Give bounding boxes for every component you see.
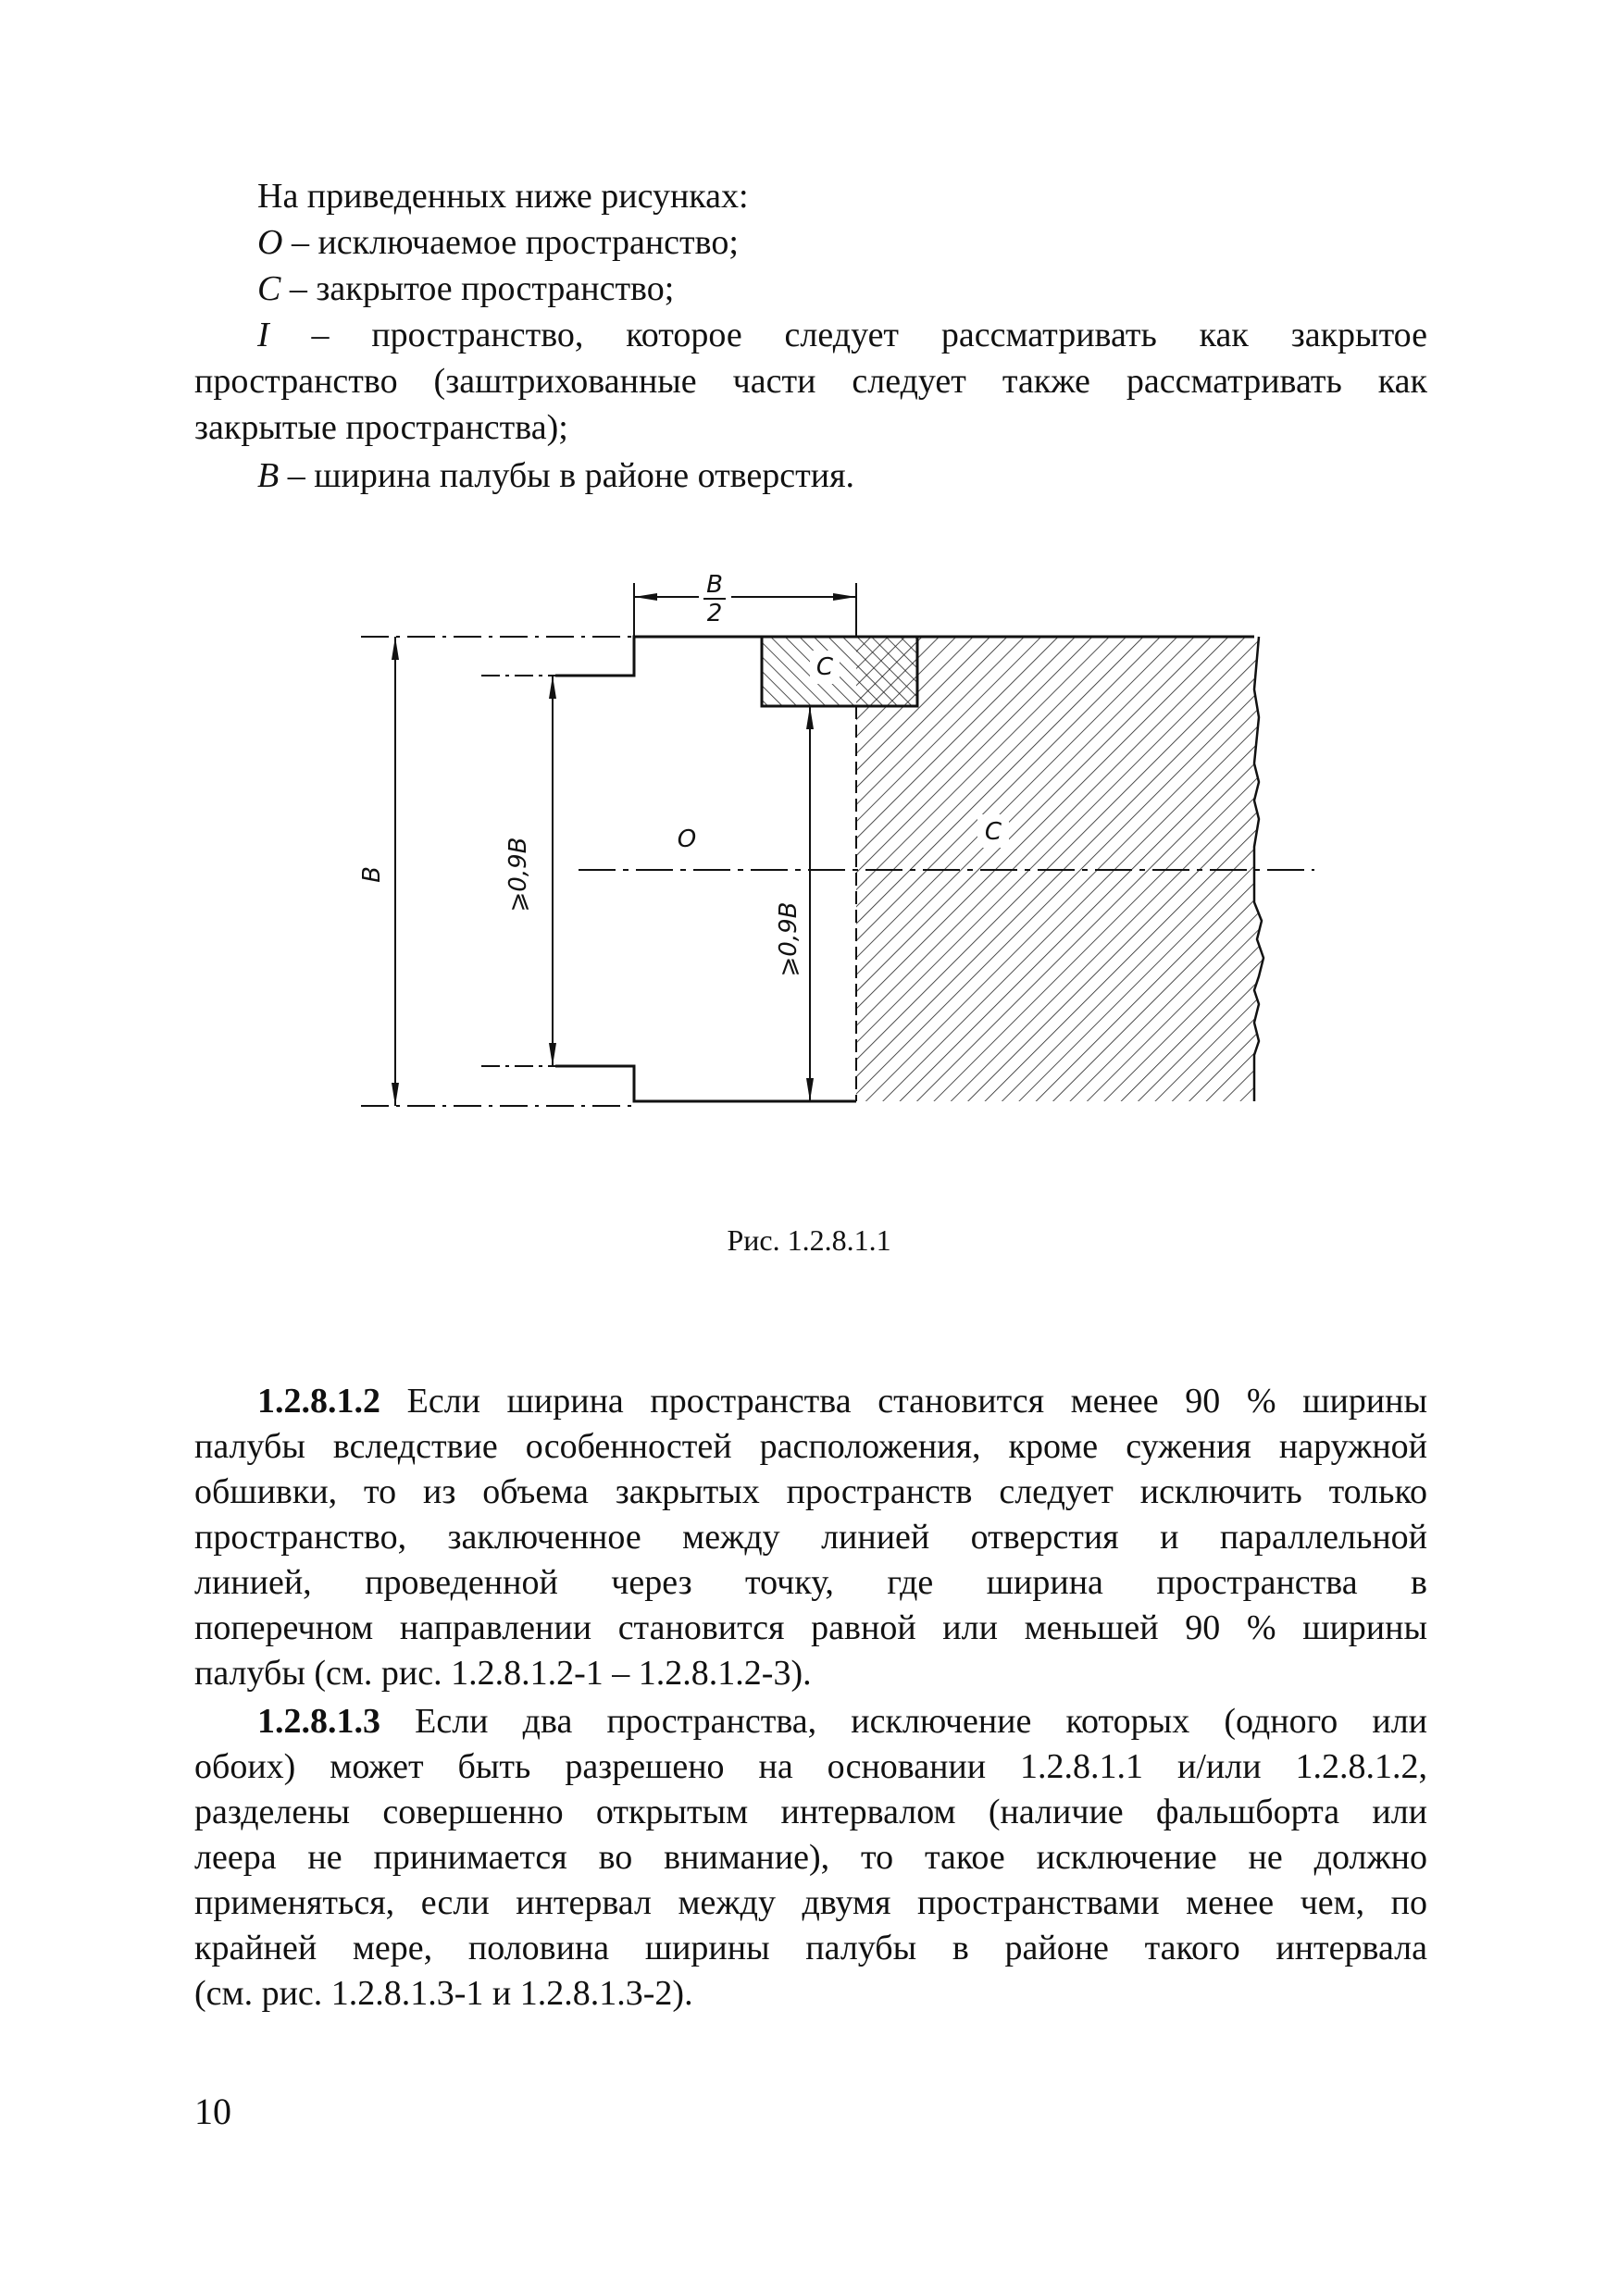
legend-intro: На приведенных ниже рисунках: bbox=[257, 177, 749, 216]
legend-c-symbol: C bbox=[257, 269, 281, 308]
half-width-denominator: 2 bbox=[706, 600, 723, 627]
deck-opening-figure bbox=[342, 569, 1324, 1143]
para-number: 1.2.8.1.2 bbox=[257, 1382, 380, 1421]
legend-c-text: – закрытое пространство; bbox=[280, 269, 675, 308]
label-c-large: C bbox=[984, 818, 1002, 846]
page-number: 10 bbox=[194, 2091, 231, 2132]
legend-b-text: – ширина палубы в районе отверстия. bbox=[279, 456, 855, 495]
dimension-right-label: ⩾0,9B bbox=[775, 901, 803, 977]
para-text: Если два пространства, исключение которых (одного или bbox=[380, 1702, 1427, 1741]
para-1-2-8-1-3-line-5: применяться, если интервал между двумя пространствами менее чем, по bbox=[194, 1883, 1427, 1922]
width-label: B bbox=[358, 866, 386, 883]
legend-i-line-1 bbox=[257, 313, 1427, 358]
para-1-2-8-1-2-line-6: поперечном направлении становится равной или меньшей 90 % ширины bbox=[194, 1608, 1427, 1647]
para-1-2-8-1-3-line-1 bbox=[257, 1699, 1427, 1744]
dimension-left-label: ⩾0,9B bbox=[504, 837, 532, 912]
para-1-2-8-1-2-line-7: палубы (см. рис. 1.2.8.1.2-1 – 1.2.8.1.2-3). bbox=[194, 1654, 812, 1693]
legend-i-symbol: I bbox=[257, 316, 269, 354]
para-1-2-8-1-2-line-3: обшивки, то из объема закрытых пространств следует исключить только bbox=[194, 1472, 1427, 1511]
para-1-2-8-1-3-line-2: обоих) может быть разрешено на основании 1.2.8.1.1 и/или 1.2.8.1.2, bbox=[194, 1747, 1427, 1786]
para-1-2-8-1-3-line-3: разделены совершенно открытым интервалом (наличие фальшборта или bbox=[194, 1793, 1427, 1831]
para-1-2-8-1-3-line-7: (см. рис. 1.2.8.1.3-1 и 1.2.8.1.3-2). bbox=[194, 1974, 693, 2013]
para-1-2-8-1-2-line-2: палубы вследствие особенностей расположения, кроме сужения наружной bbox=[194, 1427, 1427, 1466]
legend-i-line-3: закрытые пространства); bbox=[194, 408, 568, 447]
legend-i-text: – пространство, которое следует рассматривать как закрытое bbox=[268, 316, 1427, 354]
legend-o-text: – исключаемое пространство; bbox=[282, 223, 739, 262]
para-1-2-8-1-3-line-4: леера не принимается во внимание), то такое исключение не должно bbox=[194, 1838, 1427, 1877]
half-width-numerator: B bbox=[706, 571, 723, 599]
legend-o bbox=[257, 220, 739, 265]
legend-b bbox=[257, 453, 854, 498]
para-text: Если ширина пространства становится менее 90 % ширины bbox=[380, 1382, 1427, 1421]
para-1-2-8-1-2-line-4: пространство, заключенное между линией отверстия и параллельной bbox=[194, 1518, 1427, 1557]
para-1-2-8-1-3-line-6: крайней мере, половина ширины палубы в районе такого интервала bbox=[194, 1929, 1427, 1967]
para-number: 1.2.8.1.3 bbox=[257, 1702, 380, 1741]
legend-b-symbol: B bbox=[257, 456, 280, 495]
legend-o-symbol: O bbox=[257, 223, 283, 262]
para-1-2-8-1-2-line-1 bbox=[257, 1379, 1427, 1424]
para-1-2-8-1-2-line-5: линией, проведенной через точку, где ширина пространства в bbox=[194, 1563, 1427, 1602]
label-o: O bbox=[677, 825, 697, 853]
figure-caption: Рис. 1.2.8.1.1 bbox=[727, 1223, 891, 1257]
legend-i-line-2: пространство (заштрихованные части следует также рассматривать как bbox=[194, 362, 1427, 401]
legend-c bbox=[257, 267, 674, 311]
label-c-small: C bbox=[815, 653, 834, 681]
